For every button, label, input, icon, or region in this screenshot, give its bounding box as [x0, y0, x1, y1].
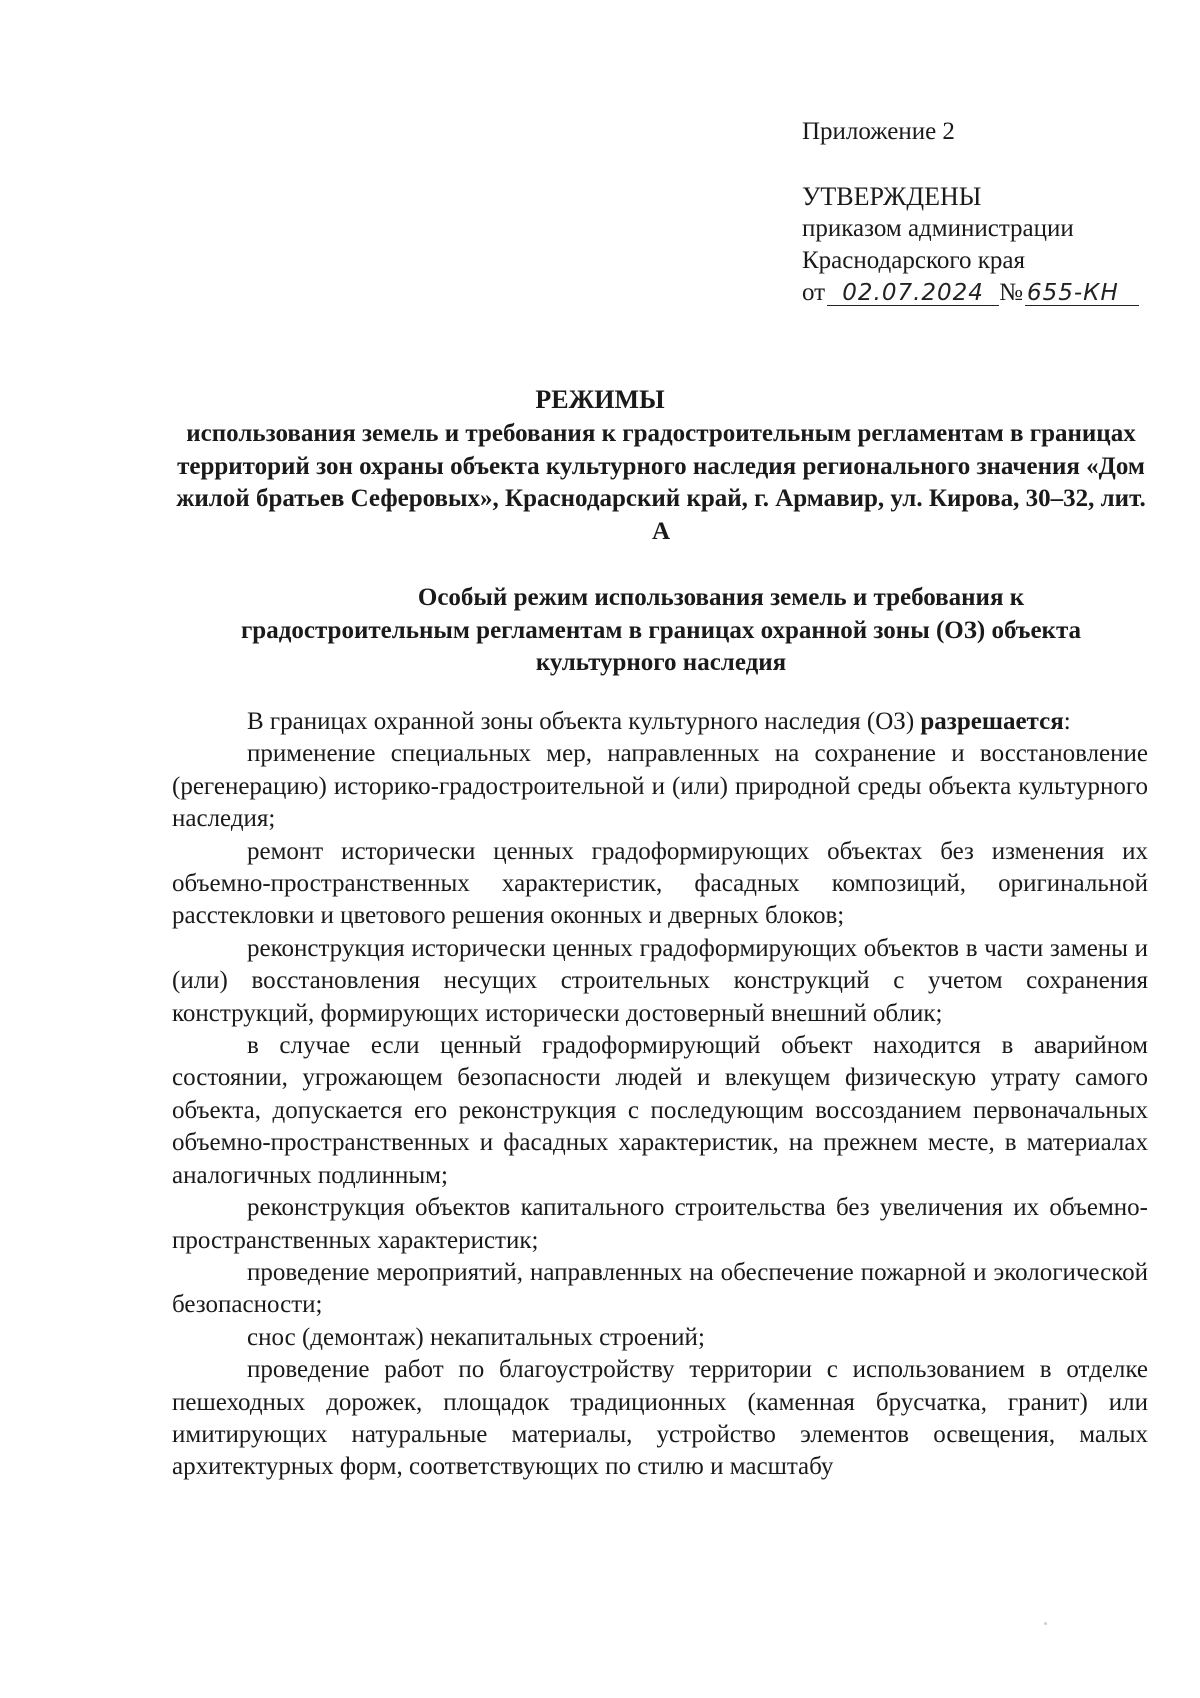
- list-item: реконструкция объектов капитального строительства без увеличения их объемно-пространственных характеристик;: [172, 1194, 1148, 1254]
- lead-colon: :: [1063, 708, 1071, 735]
- handwritten-number: 655-КН: [1025, 281, 1139, 306]
- approval-block: [802, 116, 1139, 309]
- date-prefix: от: [802, 279, 826, 306]
- list-item: снос (демонтаж) некапитальных строений;: [247, 1323, 705, 1351]
- list-item: реконструкция исторически ценных градоформирующих объектов в части замены и (или) восстановления несущих строительных конструкций с учетом сохранения конструкций, формирующих исторически достоверный внешний облик;: [172, 934, 1148, 1027]
- document-subtitle: использования земель и требования к градостроительным регламентам в границах территорий зон охраны объекта культурного наследия регионального значения «Дом жилой братьев Сеферовых», Краснодарский край, г. Армавир, ул. Кирова, 30–32, лит. А: [176, 420, 1146, 545]
- list-item: ремонт исторически ценных градоформирующих объектах без изменения их объемно-пространственных характеристик, фасадных композиций, оригинальной расстекловки и цветового решения оконных и дверных блоков;: [172, 837, 1148, 930]
- lead-text: В границах охранной зоны объекта культурного наследия (ОЗ): [247, 708, 915, 735]
- scan-speck: [1044, 1622, 1047, 1625]
- number-prefix: №: [999, 279, 1023, 306]
- section-heading-line1: Особый режим использования земель и требования к: [417, 584, 1025, 611]
- document-body: [172, 706, 1148, 1484]
- list-item: проведение работ по благоустройству территории с использованием в отделке пешеходных дорожек, площадок традиционных (каменная брусчатка, гранит) или имитирующих натуральные материалы, устройство элементов освещения, малых архитектурных форм, соответствующих по стилю и масштабу: [172, 1356, 1148, 1481]
- list-item: применение специальных мер, направленных на сохранение и восстановление (регенерацию) историко-градостроительной и (или) природной среды объекта культурного наследия;: [172, 740, 1148, 833]
- lead-bold-word: разрешается: [920, 708, 1064, 735]
- document-title: РЕЖИМЫ: [535, 385, 665, 414]
- order-by-label: приказом администрации: [802, 215, 1074, 242]
- approved-label: УТВЕРЖДЕНЫ: [802, 182, 982, 211]
- list-item: проведение мероприятий, направленных на обеспечение пожарной и экологической безопасности;: [172, 1258, 1148, 1319]
- handwritten-date: 02.07.2024: [827, 281, 999, 306]
- order-line: [802, 277, 1139, 309]
- appendix-label: Приложение 2: [802, 118, 955, 145]
- section-heading-rest: градостроительным регламентам в границах охранной зоны (ОЗ) объекта культурного наследия: [240, 616, 1082, 676]
- section-heading: [172, 582, 1150, 680]
- lead-paragraph: [172, 706, 1148, 738]
- list-item: в случае если ценный градоформирующий объект находится в аварийном состоянии, угрожающем безопасности людей и влекущем физическую утрату самого объекта, допускается его реконструкция с последующим воссозданием первоначальных объемно-пространственных и фасадных характеристик, на прежнем месте, в материалах аналогичных подлинным;: [172, 1032, 1148, 1189]
- region-label: Краснодарского края: [802, 247, 1025, 274]
